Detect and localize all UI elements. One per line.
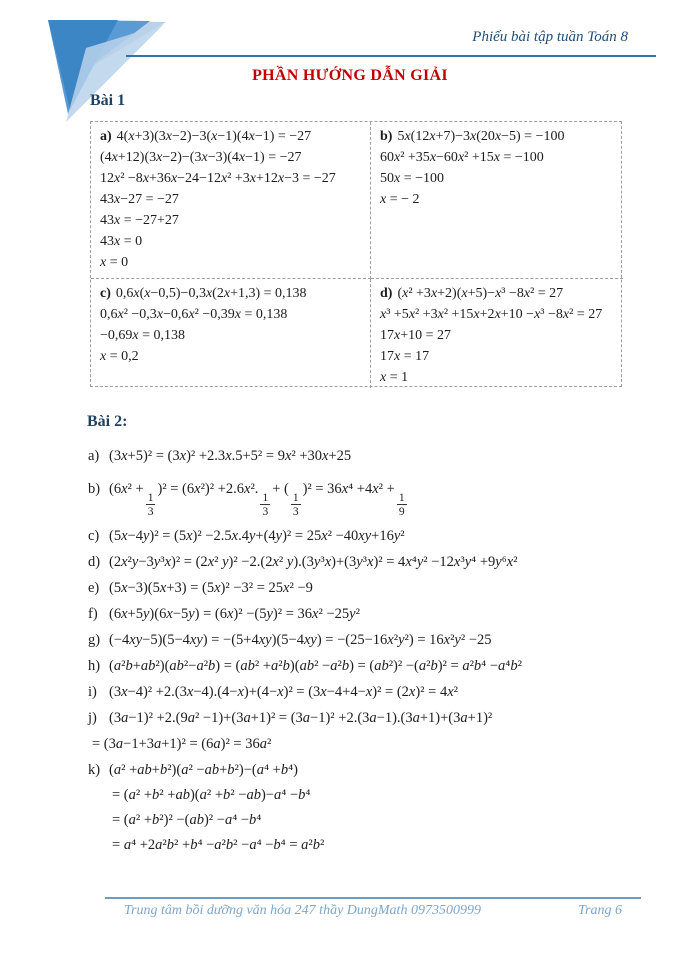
table-cell-d bbox=[371, 279, 623, 388]
equation-line: x³ +5x² +3x² +15x+2x+10 −x³ −8x² = 27 bbox=[380, 307, 603, 322]
exercise-item-a bbox=[88, 443, 694, 469]
cell-c-label: c) bbox=[100, 286, 111, 301]
exercise-item-j bbox=[88, 705, 694, 757]
bai2-items-list bbox=[88, 443, 694, 858]
equation-line: 4(x+3)(3x−2)−3(x−1)(4x−1) = −27 bbox=[116, 129, 312, 144]
exercise-item-c bbox=[88, 523, 694, 549]
equation-line: 50x = −100 bbox=[380, 171, 445, 186]
equation: (a² +ab+b²)(a² −ab+b²)−(a⁴ +b⁴) bbox=[109, 762, 298, 779]
exercise-item-e bbox=[88, 575, 694, 601]
equation: (3x−4)² +2.(3x−4).(4−x)+(4−x)² = (3x−4+4−x)² = (2x)² = 4x² bbox=[109, 684, 458, 701]
equation-line: x = 1 bbox=[380, 370, 409, 385]
equation: (6x² + $\frac{1}{3}$ )² = (6x²)² +2.6x². $\frac{1}{3}$ + ( $\frac{1}{3}$ )² = 36x⁴ +4x² + $\frac{1}{9}$ bbox=[109, 481, 405, 519]
equation-line: 0,6x(x−0,5)−0,3x(2x+1,3) = 0,138 bbox=[115, 286, 307, 301]
exercise-item-i bbox=[88, 679, 694, 705]
equation-line: x = 0,2 bbox=[100, 349, 139, 364]
equation-line: 17x = 17 bbox=[380, 349, 430, 364]
fraction: $\frac{1}{3}$ bbox=[262, 492, 269, 519]
equation-line: 43x = 0 bbox=[100, 234, 143, 249]
equation-line: −0,69x = 0,138 bbox=[100, 328, 186, 343]
equation-line: 0,6x² −0,3x−0,6x² −0,39x = 0,138 bbox=[100, 307, 288, 322]
item-label: j) bbox=[88, 710, 97, 727]
equation-line: 12x² −8x+36x−24−12x² +3x+12x−3 = −27 bbox=[100, 171, 336, 186]
equation-line: x = − 2 bbox=[380, 192, 420, 207]
item-label: d) bbox=[88, 554, 101, 571]
exercise-item-g bbox=[88, 627, 694, 653]
exercise-item-d bbox=[88, 549, 694, 575]
item-label: e) bbox=[88, 580, 100, 597]
equation: (a²b+ab²)(ab²−a²b) = (ab² +a²b)(ab² −a²b) = (ab²)² −(a²b)² = a²b⁴ −a⁴b² bbox=[109, 658, 522, 675]
exercise-item-b bbox=[88, 469, 694, 523]
item-label: b) bbox=[88, 481, 101, 497]
equation: (2x²y−3y³x)² = (2x² y)² −2.(2x² y).(3y³x)+(3y³x)² = 4x⁴y² −12x³y⁴ +9y⁶x² bbox=[109, 554, 518, 571]
bai2-heading: Bài 2: bbox=[87, 413, 128, 430]
section-title: PHẦN HƯỚNG DẪN GIẢI bbox=[252, 67, 448, 84]
item-label: h) bbox=[88, 658, 101, 675]
footer-rule bbox=[105, 897, 641, 899]
header-rule bbox=[126, 55, 656, 57]
bai1-solutions-table bbox=[90, 121, 622, 387]
item-label: i) bbox=[88, 684, 97, 701]
item-label: k) bbox=[88, 762, 101, 779]
bai1-heading: Bài 1 bbox=[90, 92, 126, 109]
table-cell-b bbox=[371, 122, 623, 279]
equation: (5x−3)(5x+3) = (5x)² −3² = 25x² −9 bbox=[109, 580, 313, 597]
equation-continuation: = (a² +b²)² −(ab)² −a⁴ −b⁴ bbox=[112, 812, 262, 829]
footer-center-info: Trung tâm bồi dưỡng văn hóa 247 thầy DungMath 0973500999 bbox=[124, 903, 481, 918]
equation-line: 5x(12x+7)−3x(20x−5) = −100 bbox=[397, 129, 565, 144]
equation-continuation: = (3a−1+3a+1)² = (6a)² = 36a² bbox=[92, 736, 272, 753]
equation-continuation: = a⁴ +2a²b² +b⁴ −a²b² −a⁴ −b⁴ = a²b² bbox=[112, 837, 325, 854]
equation: (−4xy−5)(5−4xy) = −(5+4xy)(5−4xy) = −(25−16x²y²) = 16x²y² −25 bbox=[109, 632, 492, 649]
item-label: g) bbox=[88, 632, 101, 649]
table-cell-a bbox=[91, 122, 371, 279]
page-number: Trang 6 bbox=[578, 903, 622, 918]
equation: (3x+5)² = (3x)² +2.3x.5+5² = 9x² +30x+25 bbox=[109, 448, 352, 464]
fraction: $\frac{1}{9}$ bbox=[398, 492, 405, 519]
equation-line: 17x+10 = 27 bbox=[380, 328, 452, 343]
equation-line: (4x+12)(3x−2)−(3x−3)(4x−1) = −27 bbox=[100, 150, 302, 165]
equation: (6x+5y)(6x−5y) = (6x)² −(5y)² = 36x² −25y² bbox=[109, 606, 360, 623]
equation-line: (x² +3x+2)(x+5)−x³ −8x² = 27 bbox=[397, 286, 564, 301]
equation: (5x−4y)² = (5x)² −2.5x.4y+(4y)² = 25x² −40xy+16y² bbox=[109, 528, 405, 545]
exercise-item-h bbox=[88, 653, 694, 679]
item-label: c) bbox=[88, 528, 100, 545]
exercise-item-f bbox=[88, 601, 694, 627]
item-label: f) bbox=[88, 606, 98, 623]
fraction: $\frac{1}{3}$ bbox=[147, 492, 154, 519]
table-cell-c bbox=[91, 279, 371, 388]
equation: (3a−1)² +2.(9a² −1)+(3a+1)² = (3a−1)² +2.(3a−1).(3a+1)+(3a+1)² bbox=[109, 710, 493, 727]
cell-b-label: b) bbox=[380, 129, 393, 144]
equation-line: x = 0 bbox=[100, 255, 129, 270]
equation-continuation: = (a² +b² +ab)(a² +b² −ab)−a⁴ −b⁴ bbox=[112, 787, 311, 804]
equation-line: 60x² +35x−60x² +15x = −100 bbox=[380, 150, 544, 165]
equation-line: 43x−27 = −27 bbox=[100, 192, 179, 207]
item-label: a) bbox=[88, 448, 100, 464]
exercise-item-k bbox=[88, 757, 694, 858]
equation-line: 43x = −27+27 bbox=[100, 213, 179, 228]
cell-d-label: d) bbox=[380, 286, 393, 301]
fraction: $\frac{1}{3}$ bbox=[292, 492, 299, 519]
booklet-title: Phiếu bài tập tuần Toán 8 bbox=[472, 29, 628, 45]
cell-a-label: a) bbox=[100, 129, 112, 144]
